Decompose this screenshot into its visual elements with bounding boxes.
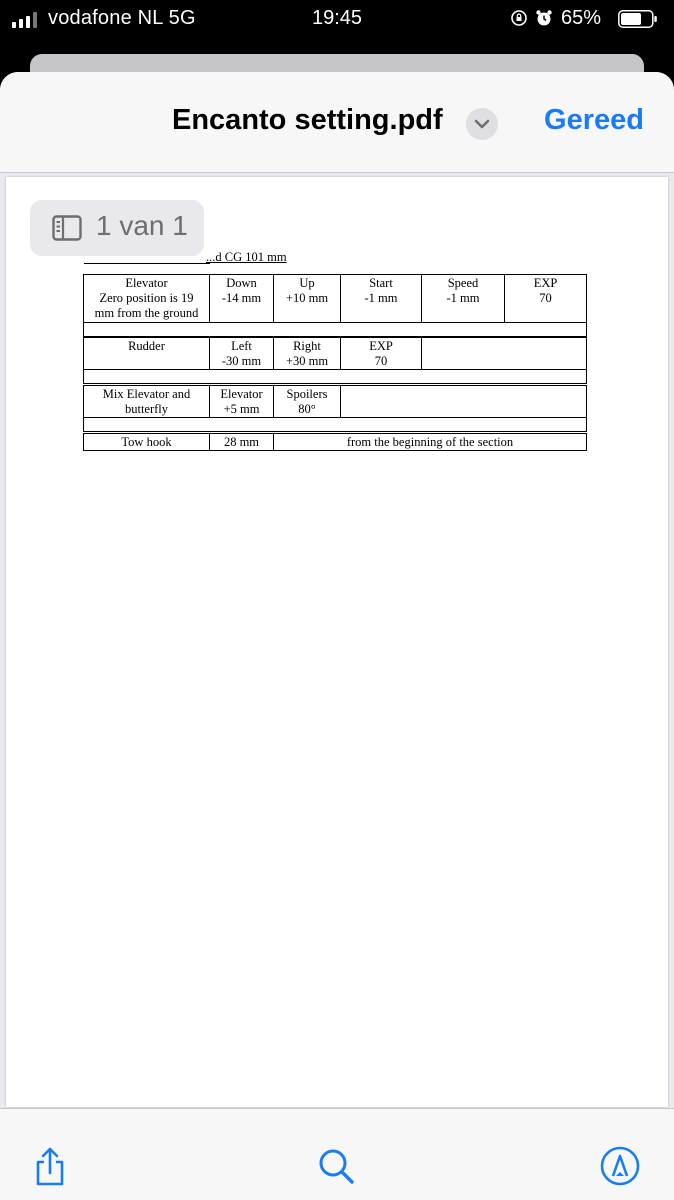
orientation-lock-icon <box>510 9 528 27</box>
battery-icon <box>618 10 658 28</box>
header-exp: EXP <box>369 339 393 353</box>
value-right: +30 mm <box>285 354 329 368</box>
title-menu-button[interactable] <box>466 108 498 140</box>
search-icon[interactable] <box>316 1145 356 1187</box>
tow-hook-table <box>83 433 587 451</box>
navigation-bar <box>0 72 674 173</box>
spacer-row <box>84 370 587 384</box>
bottom-toolbar <box>0 1108 674 1200</box>
value-spoilers: 80° <box>298 402 316 416</box>
table-cell <box>422 275 505 323</box>
elevator-table <box>83 274 587 337</box>
value-up: +10 mm <box>285 291 329 305</box>
table-cell <box>210 386 274 418</box>
header-right: Right <box>293 339 321 353</box>
document-area[interactable] <box>0 173 674 1108</box>
tow-hook-value: 28 mm <box>210 434 274 451</box>
header-down: Down <box>226 276 257 290</box>
table-cell <box>274 386 341 418</box>
header-spoilers: Spoilers <box>286 387 328 401</box>
mix-table <box>83 385 587 432</box>
elevator-note-line1: Zero position is 19 <box>99 291 194 305</box>
tow-hook-label: Tow hook <box>84 434 210 451</box>
header-speed: Speed <box>447 276 479 290</box>
pdf-heading: ...d CG 101 mm <box>206 250 287 264</box>
table-cell <box>210 338 274 370</box>
battery-percentage: 65% <box>561 7 602 29</box>
mix-label-line1: Mix Elevator and <box>102 387 191 401</box>
elevator-note-line2: mm from the ground <box>94 306 199 320</box>
document-title[interactable]: Encanto setting.pdf <box>172 104 443 136</box>
elevator-label: Elevator <box>125 276 168 290</box>
value-left: -30 mm <box>221 354 262 368</box>
table-cell <box>274 338 341 370</box>
rudder-table <box>83 337 587 384</box>
header-up: Up <box>299 276 315 290</box>
done-button[interactable]: Gereed <box>544 104 644 136</box>
mix-label-line2: butterfly <box>124 402 169 416</box>
table-cell <box>210 275 274 323</box>
table-cell <box>341 338 422 370</box>
sidebar-icon <box>52 215 82 241</box>
alarm-icon <box>535 9 553 27</box>
table-cell <box>274 275 341 323</box>
page-indicator[interactable] <box>30 200 204 256</box>
empty-cell <box>422 338 587 370</box>
header-left: Left <box>231 339 252 353</box>
header-elevator: Elevator <box>220 387 263 401</box>
spacer-row <box>84 418 587 432</box>
table-cell <box>505 275 587 323</box>
header-exp: EXP <box>533 276 558 290</box>
value-speed: -1 mm <box>446 291 480 305</box>
share-icon[interactable] <box>30 1145 70 1187</box>
value-exp: 70 <box>539 291 552 305</box>
carrier-label: vodafone NL 5G <box>48 7 196 29</box>
value-exp: 70 <box>374 354 388 368</box>
markup-icon[interactable] <box>600 1145 640 1187</box>
chevron-down-icon <box>466 108 498 140</box>
pdf-preview-sheet <box>0 72 674 1200</box>
empty-cell <box>341 386 587 418</box>
page-count-label: 1 van 1 <box>96 210 188 241</box>
clock: 19:45 <box>311 7 363 29</box>
value-down: -14 mm <box>221 291 262 305</box>
spacer-row <box>84 323 587 337</box>
pdf-page[interactable] <box>6 177 668 1107</box>
header-start: Start <box>369 276 393 290</box>
status-bar <box>0 0 674 40</box>
heading-underline <box>84 263 210 264</box>
value-elevator: +5 mm <box>223 402 260 416</box>
mix-label-cell <box>84 386 210 418</box>
elevator-label-cell <box>84 275 210 323</box>
tow-hook-note: from the beginning of the section <box>274 434 587 451</box>
rudder-label: Rudder <box>84 338 210 370</box>
table-cell <box>341 275 422 323</box>
value-start: -1 mm <box>364 291 398 305</box>
